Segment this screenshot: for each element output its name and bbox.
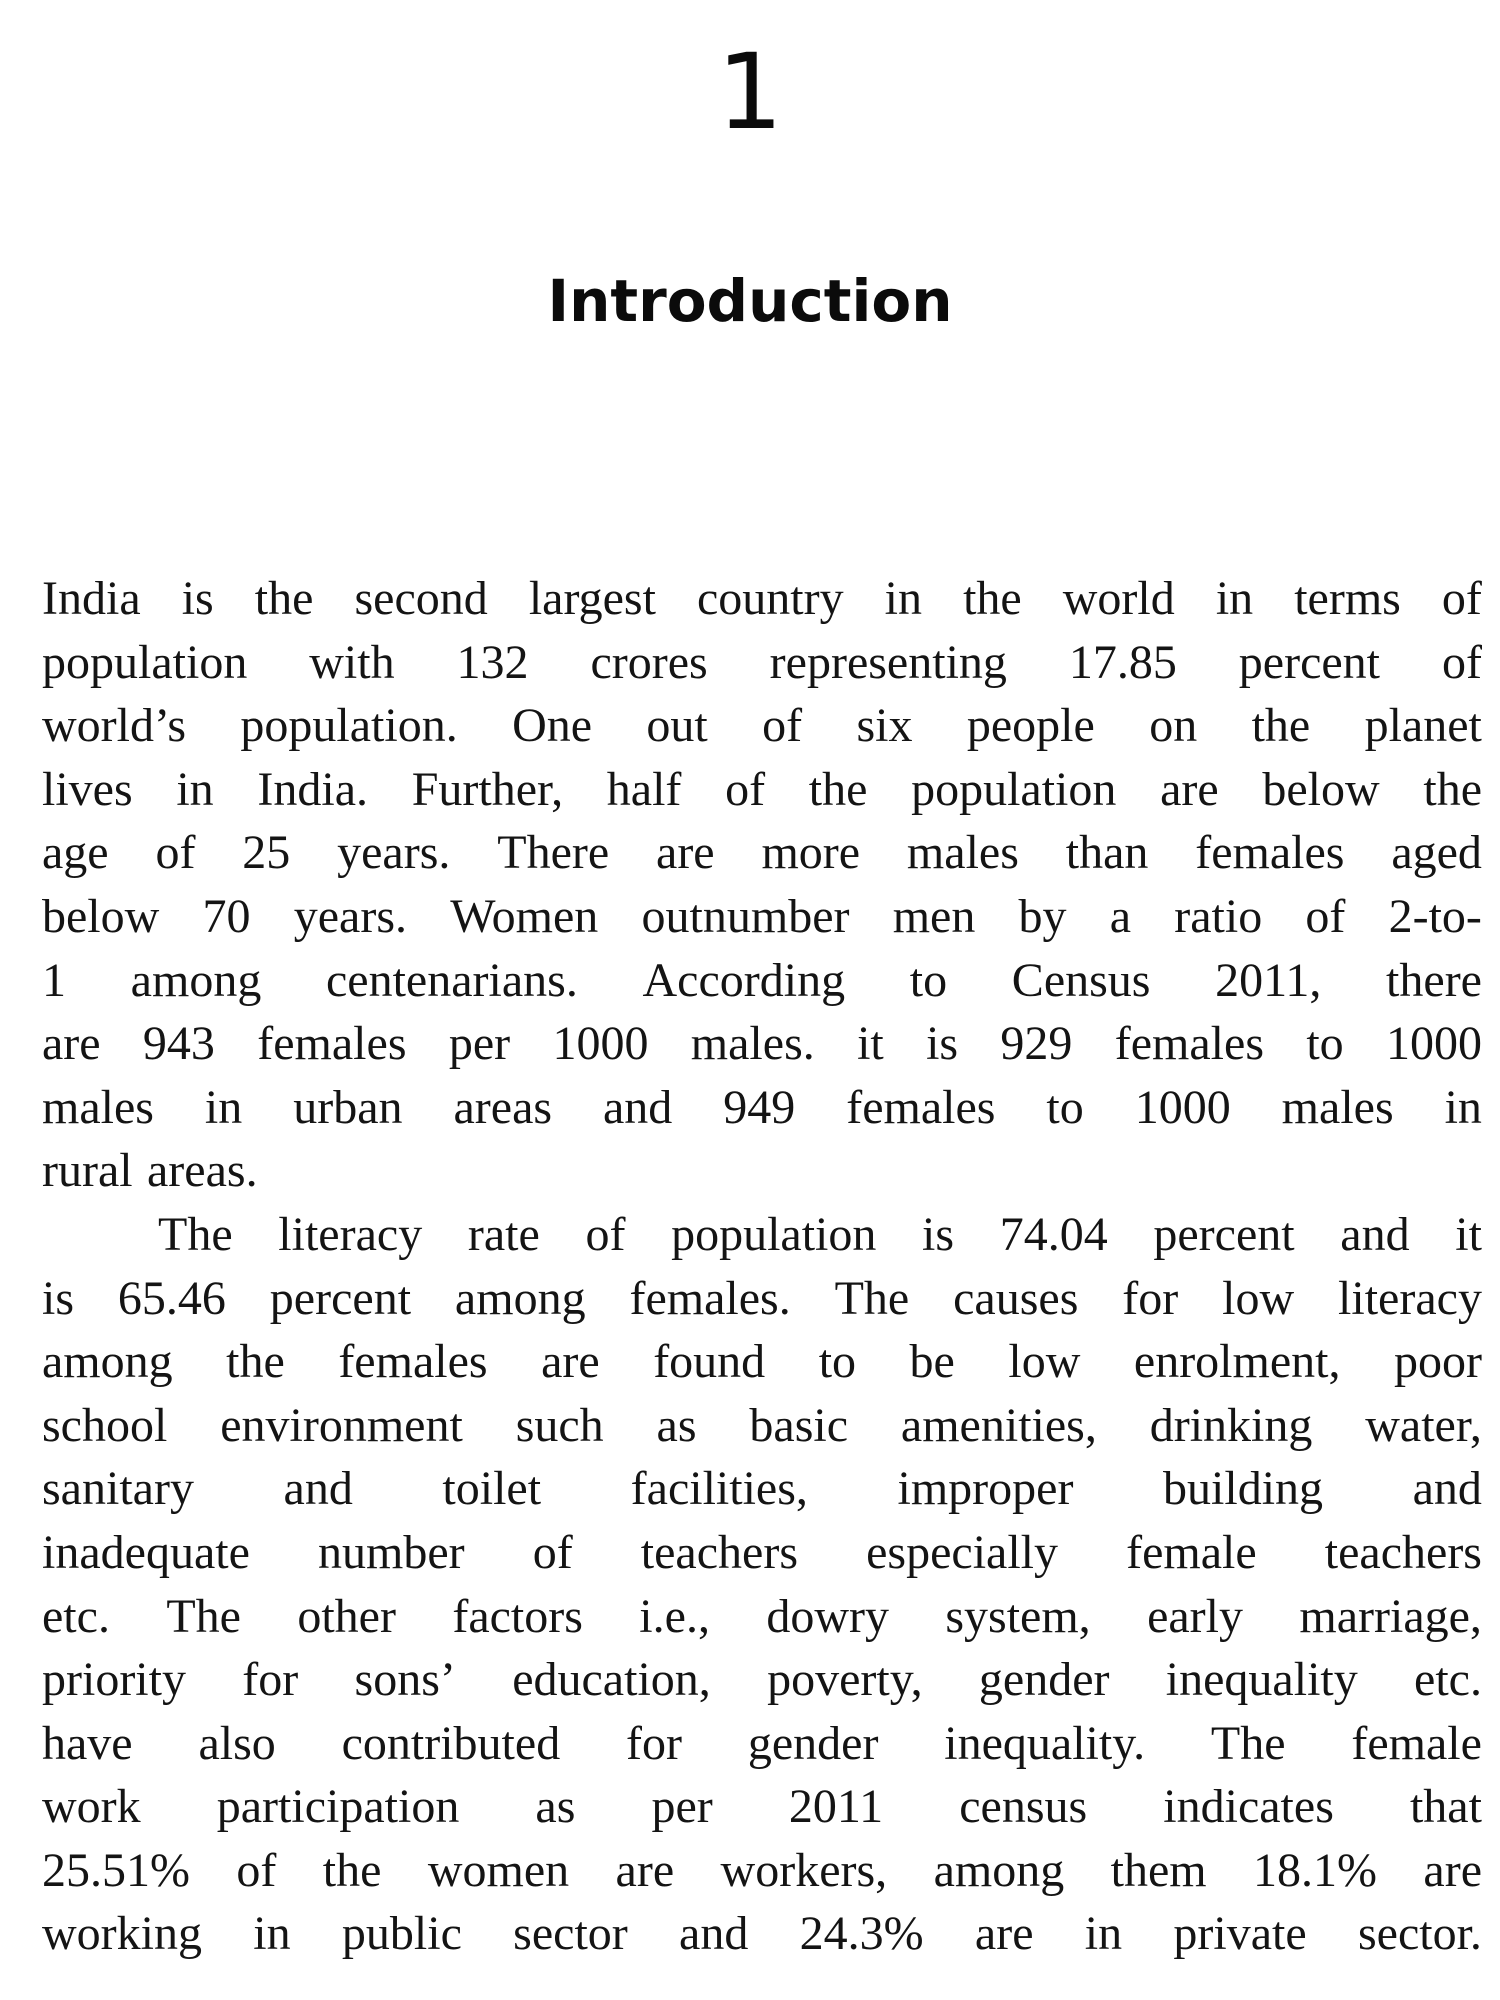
word: percent [269,1271,412,1325]
word: building [1163,1462,1324,1516]
word: factors [452,1589,583,1643]
text-line [42,567,1482,631]
word: environment [220,1398,463,1452]
word: world [1062,572,1175,625]
chapter-number: 1 [716,31,784,153]
word: people [966,699,1095,753]
word: are [42,1017,101,1071]
word: per [448,1017,511,1071]
text-line [42,1902,1482,1966]
word: inequality [1165,1653,1358,1707]
word: as [535,1780,576,1834]
word: it [857,1017,884,1071]
word: i.e., [639,1589,710,1643]
word: and [603,1080,673,1134]
word: the [254,572,314,625]
word: Census [1011,953,1151,1007]
word: planet [1364,699,1482,753]
word: literacy [278,1207,423,1261]
word: Further, [411,762,564,816]
word: them [1110,1843,1207,1897]
word: representing [769,635,1007,689]
text-line [42,1585,1482,1649]
word: six [856,699,913,753]
text-line [42,1139,1482,1203]
word: females [846,1080,996,1134]
word: population. [240,699,458,753]
word: of [1305,889,1346,943]
word: is [181,572,214,625]
word: in [204,1080,243,1134]
word: 949 [723,1080,796,1134]
word: sanitary [42,1462,194,1516]
word: 25.51% [42,1843,190,1897]
word: on [1149,699,1198,753]
word: 943 [142,1017,215,1071]
text-line [42,1330,1482,1394]
word: low [1008,1335,1081,1389]
word: The [158,1207,233,1261]
word: to [1046,1080,1084,1134]
word: also [198,1716,276,1770]
word: is [42,1271,75,1325]
word: rate [467,1207,540,1261]
word: rural [42,1144,133,1198]
word: drinking [1149,1398,1313,1452]
word: teachers [640,1525,798,1579]
word: According [642,953,846,1007]
word: etc. [42,1589,110,1643]
word: India. [257,762,368,816]
word: number [317,1525,465,1579]
word: males [42,1080,154,1134]
word: in [884,572,922,625]
word: in [1084,1907,1123,1961]
word: teachers [1324,1525,1482,1579]
word: males [906,826,1019,880]
word: found [653,1335,766,1389]
word: workers, [720,1843,888,1897]
text-line [42,885,1482,949]
word: early [1147,1589,1243,1643]
word: enrolment, [1133,1335,1341,1389]
text-line [42,1012,1482,1076]
word: system, [945,1589,1091,1643]
text-line [42,1457,1482,1521]
word: in [176,762,214,816]
word: gender [978,1653,1110,1707]
word: for [1122,1271,1179,1325]
word: areas [453,1080,553,1134]
word: 1000 [1386,1017,1482,1071]
word: males [1281,1080,1394,1134]
word: 2011 [788,1780,884,1834]
word: terms [1294,572,1401,625]
text-line [42,694,1482,758]
word: females [338,1335,488,1389]
word: urban [293,1080,403,1134]
word: sector. [1357,1907,1482,1961]
word: percent [1238,635,1381,689]
word: of [1441,635,1482,689]
word: country [696,572,844,625]
word: second [354,572,488,625]
word: sector [513,1907,628,1961]
word: is [922,1207,955,1261]
word: per [651,1780,713,1834]
text-line [42,1521,1482,1585]
word: are [615,1843,675,1897]
word: 2-to- [1388,889,1482,943]
word: in [1444,1080,1482,1134]
word: the [322,1843,382,1897]
word: such [515,1398,604,1452]
word: of [532,1525,573,1579]
word: years. [337,826,451,880]
word: 74.04 [999,1207,1108,1261]
word: females [257,1017,407,1071]
text-line [42,1394,1482,1458]
word: is [926,1017,959,1071]
word: work [42,1780,141,1834]
word: female [1351,1716,1482,1770]
word: sons’ [354,1653,456,1707]
word: 25 [242,826,291,880]
text-line [42,1267,1482,1331]
word: female [1126,1525,1257,1579]
word: centenarians. [325,953,578,1007]
word: have [42,1716,133,1770]
word: below [42,889,160,943]
word: for [242,1653,299,1707]
word: 1 [42,953,66,1007]
word: are [1160,762,1219,816]
word: it [1455,1207,1482,1261]
word: females [1114,1017,1264,1071]
word: water, [1365,1398,1482,1452]
word: of [1441,572,1482,625]
word: percent [1153,1207,1295,1261]
word: in [253,1907,291,1961]
word: of [236,1843,277,1897]
word: inadequate [42,1525,250,1579]
word: India [42,572,141,625]
word: are [974,1907,1034,1961]
word: the [1423,762,1482,816]
word: 70 [202,889,251,943]
word: priority [42,1653,186,1707]
word: participation [216,1780,460,1834]
word: literacy [1338,1271,1482,1325]
word: be [909,1335,955,1389]
chapter-title: Introduction [547,267,953,335]
word: 18.1% [1253,1843,1377,1897]
word: 132 [456,635,529,689]
word: of [725,762,766,816]
word: half [606,762,682,816]
word: 1000 [1134,1080,1231,1134]
word: age [42,826,109,880]
word: toilet [442,1462,542,1516]
word: 929 [1000,1017,1073,1071]
word: and [679,1907,749,1961]
word: among [42,1335,173,1389]
word: the [1251,699,1311,753]
word: aged [1391,826,1482,880]
word: than [1065,826,1149,880]
word: lives [42,762,133,816]
word: education, [512,1653,711,1707]
word: are [1423,1843,1482,1897]
word: There [497,826,610,880]
word: for [626,1716,682,1770]
word: by [1018,889,1067,943]
word: a [1109,889,1132,943]
word: The [166,1589,241,1643]
word: and [283,1462,353,1516]
word: largest [528,572,656,625]
word: in [1215,572,1254,625]
word: dowry [766,1589,889,1643]
word: census [959,1780,1088,1834]
text-line [42,949,1482,1013]
word: among [933,1843,1065,1897]
word: the [963,572,1022,625]
word: causes [953,1271,1079,1325]
word: areas. [147,1144,258,1198]
text-line [42,1203,1482,1267]
word: other [297,1589,396,1643]
word: school [42,1398,168,1452]
word: males. [690,1017,815,1071]
word: low [1222,1271,1295,1325]
word: facilities, [630,1462,808,1516]
word: there [1386,953,1482,1007]
text-line [42,1076,1482,1140]
word: that [1409,1780,1482,1834]
word: outnumber [641,889,850,943]
word: contributed [341,1716,561,1770]
word: crores [590,635,708,689]
word: etc. [1414,1653,1482,1707]
word: amenities, [900,1398,1097,1452]
word: population [911,762,1117,816]
word: One [512,699,593,753]
word: men [892,889,976,943]
word: population [671,1207,877,1261]
word: and [1340,1207,1410,1261]
word: improper [897,1462,1074,1516]
word: 1000 [552,1017,649,1071]
word: the [808,762,868,816]
word: 65.46 [117,1271,226,1325]
word: basic [749,1398,849,1452]
word: are [541,1335,600,1389]
word: ratio [1174,889,1263,943]
word: more [761,826,861,880]
word: and [1412,1462,1482,1516]
word: among [130,953,262,1007]
word: working [42,1907,202,1961]
word: females [1195,826,1345,880]
word: as [656,1398,697,1452]
word: years. [293,889,407,943]
word: below [1262,762,1380,816]
word: especially [866,1525,1058,1579]
word: with [309,635,395,689]
text-line [42,1648,1482,1712]
word: of [762,699,803,753]
word: public [341,1907,462,1961]
text-line [42,1712,1482,1776]
word: world’s [42,699,186,753]
word: out [646,699,708,753]
word: population [42,635,248,689]
word: of [155,826,196,880]
word: The [834,1271,910,1325]
word: females. [629,1271,791,1325]
word: inequality. [944,1716,1146,1770]
word: 2011, [1215,953,1322,1007]
word: Women [450,889,599,943]
word: to [1306,1017,1344,1071]
text-line [42,631,1482,695]
text-line [42,1839,1482,1903]
word: to [818,1335,857,1389]
word: among [454,1271,586,1325]
word: of [585,1207,626,1261]
text-line [42,758,1482,822]
word: 24.3% [799,1907,924,1961]
word: are [656,826,715,880]
chapter-body [42,567,1482,1966]
word: poverty, [767,1653,923,1707]
word: private [1173,1907,1307,1961]
word: 17.85 [1068,635,1177,689]
word: to [909,953,948,1007]
text-line [42,1775,1482,1839]
word: indicates [1163,1780,1334,1834]
word: marriage, [1299,1589,1482,1643]
word: poor [1394,1335,1482,1389]
word: gender [747,1716,879,1770]
text-line [42,821,1482,885]
word: women [427,1843,570,1897]
word: The [1210,1716,1286,1770]
word: the [226,1335,285,1389]
